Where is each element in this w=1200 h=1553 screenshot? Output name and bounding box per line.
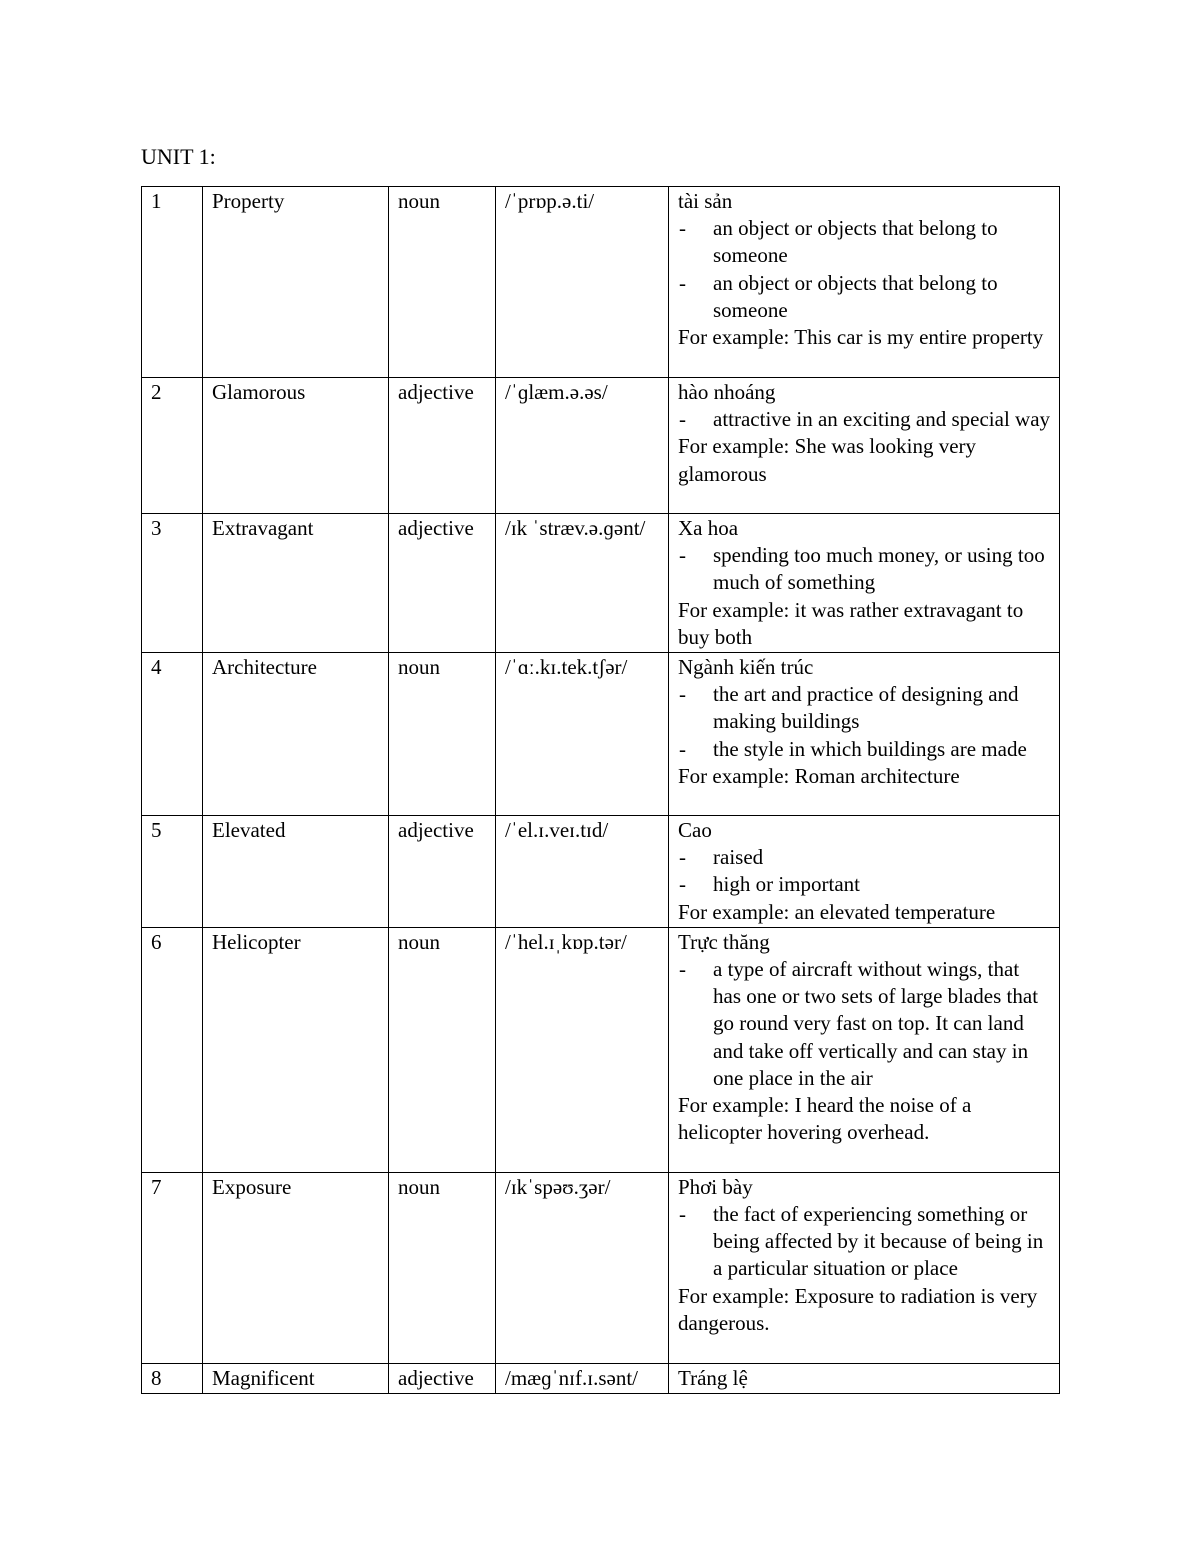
vietnamese-meaning: Cao	[678, 818, 712, 843]
definition-list	[678, 1201, 1051, 1283]
entry-number: 8	[142, 1363, 203, 1393]
definition-item: - the style in which buildings are made	[678, 736, 1051, 763]
entry-word: Glamorous	[203, 378, 389, 514]
entry-word: Elevated	[203, 816, 389, 928]
entry-part-of-speech: adjective	[389, 378, 496, 514]
entry-pronunciation: /ˈɑː.kɪ.tek.tʃər/	[496, 653, 669, 816]
entry-word: Helicopter	[203, 927, 389, 1172]
entry-number: 1	[142, 187, 203, 378]
entry-part-of-speech: adjective	[389, 816, 496, 928]
table-row	[142, 1363, 1060, 1393]
table-row	[142, 816, 1060, 928]
entry-pronunciation: /mæɡˈnɪf.ɪ.sənt/	[496, 1363, 669, 1393]
table-row	[142, 1172, 1060, 1363]
vietnamese-meaning: Ngành kiến trúc	[678, 655, 814, 680]
entry-pronunciation: /ɪkˈspəʊ.ʒər/	[496, 1172, 669, 1363]
entry-part-of-speech: adjective	[389, 514, 496, 653]
definition-item: - attractive in an exciting and special way	[678, 406, 1051, 433]
entry-definition	[669, 653, 1060, 816]
definition-item: - an object or objects that belong to someone	[678, 270, 1051, 324]
vietnamese-meaning: hào nhoáng	[678, 380, 776, 404]
entry-word: Extravagant	[203, 514, 389, 653]
definition-list	[678, 215, 1051, 324]
vietnamese-meaning: Xa hoa	[678, 516, 739, 540]
entry-number: 3	[142, 514, 203, 653]
entry-definition	[669, 816, 1060, 928]
definition-list	[678, 542, 1051, 596]
example-sentence: For example: I heard the noise of a helicopter hovering overhead.	[678, 1093, 972, 1145]
entry-pronunciation: /ˈprɒp.ə.ti/	[496, 187, 669, 378]
definition-item: - the fact of experiencing something or being affected by it because of being in a particular situation or place	[678, 1201, 1051, 1283]
example-sentence: For example: Roman architecture	[678, 763, 960, 788]
table-row	[142, 927, 1060, 1172]
entry-word: Architecture	[203, 653, 389, 816]
vietnamese-meaning: Phơi bày	[678, 1174, 753, 1199]
table-row	[142, 653, 1060, 816]
definition-list	[678, 956, 1051, 1092]
entry-word: Property	[203, 187, 389, 378]
definition-item: - high or important	[678, 871, 1051, 898]
entry-part-of-speech: noun	[389, 187, 496, 378]
entry-definition	[669, 927, 1060, 1172]
example-sentence: For example: She was looking very glamorous	[678, 434, 977, 486]
unit-heading: UNIT 1:	[141, 144, 216, 169]
definition-item: - a type of aircraft without wings, that has one or two sets of large blades that go round very fast on top. It can land and take off vertically and can stay in one place in the air	[678, 956, 1051, 1092]
entry-definition	[669, 514, 1060, 653]
entry-number: 2	[142, 378, 203, 514]
vietnamese-meaning: Tráng lệ	[678, 1365, 748, 1390]
entry-pronunciation: /ˈel.ɪ.veɪ.tɪd/	[496, 816, 669, 928]
entry-definition	[669, 1172, 1060, 1363]
table-row	[142, 514, 1060, 653]
vietnamese-meaning: tài sản	[678, 189, 733, 213]
entry-part-of-speech: noun	[389, 653, 496, 816]
table-row	[142, 187, 1060, 378]
entry-definition	[669, 187, 1060, 378]
entry-word: Exposure	[203, 1172, 389, 1363]
vocabulary-table-body	[142, 187, 1060, 1394]
entry-definition	[669, 1363, 1060, 1393]
entry-definition	[669, 378, 1060, 514]
definition-list	[678, 844, 1051, 898]
entry-word: Magnificent	[203, 1363, 389, 1393]
entry-number: 5	[142, 816, 203, 928]
entry-part-of-speech: noun	[389, 1172, 496, 1363]
example-sentence: For example: This car is my entire property	[678, 325, 1044, 350]
entry-pronunciation: /ˈhel.ɪˌkɒp.tər/	[496, 927, 669, 1172]
entry-pronunciation: /ɪk ˈstræv.ə.ɡənt/	[496, 514, 669, 653]
example-sentence: For example: it was rather extravagant to buy both	[678, 597, 1024, 649]
vietnamese-meaning: Trực thăng	[678, 929, 770, 954]
definition-item: - an object or objects that belong to someone	[678, 215, 1051, 269]
entry-number: 4	[142, 653, 203, 816]
example-sentence: For example: Exposure to radiation is very dangerous.	[678, 1283, 1038, 1335]
example-sentence: For example: an elevated temperature	[678, 899, 996, 924]
definition-item: - raised	[678, 844, 1051, 871]
definition-item: - spending too much money, or using too much of something	[678, 542, 1051, 596]
entry-number: 7	[142, 1172, 203, 1363]
table-row	[142, 378, 1060, 514]
vocabulary-table	[141, 186, 1060, 1394]
entry-number: 6	[142, 927, 203, 1172]
entry-part-of-speech: adjective	[389, 1363, 496, 1393]
definition-item: - the art and practice of designing and making buildings	[678, 681, 1051, 735]
entry-part-of-speech: noun	[389, 927, 496, 1172]
definition-list	[678, 406, 1051, 433]
definition-list	[678, 681, 1051, 763]
entry-pronunciation: /ˈɡlæm.ə.əs/	[496, 378, 669, 514]
